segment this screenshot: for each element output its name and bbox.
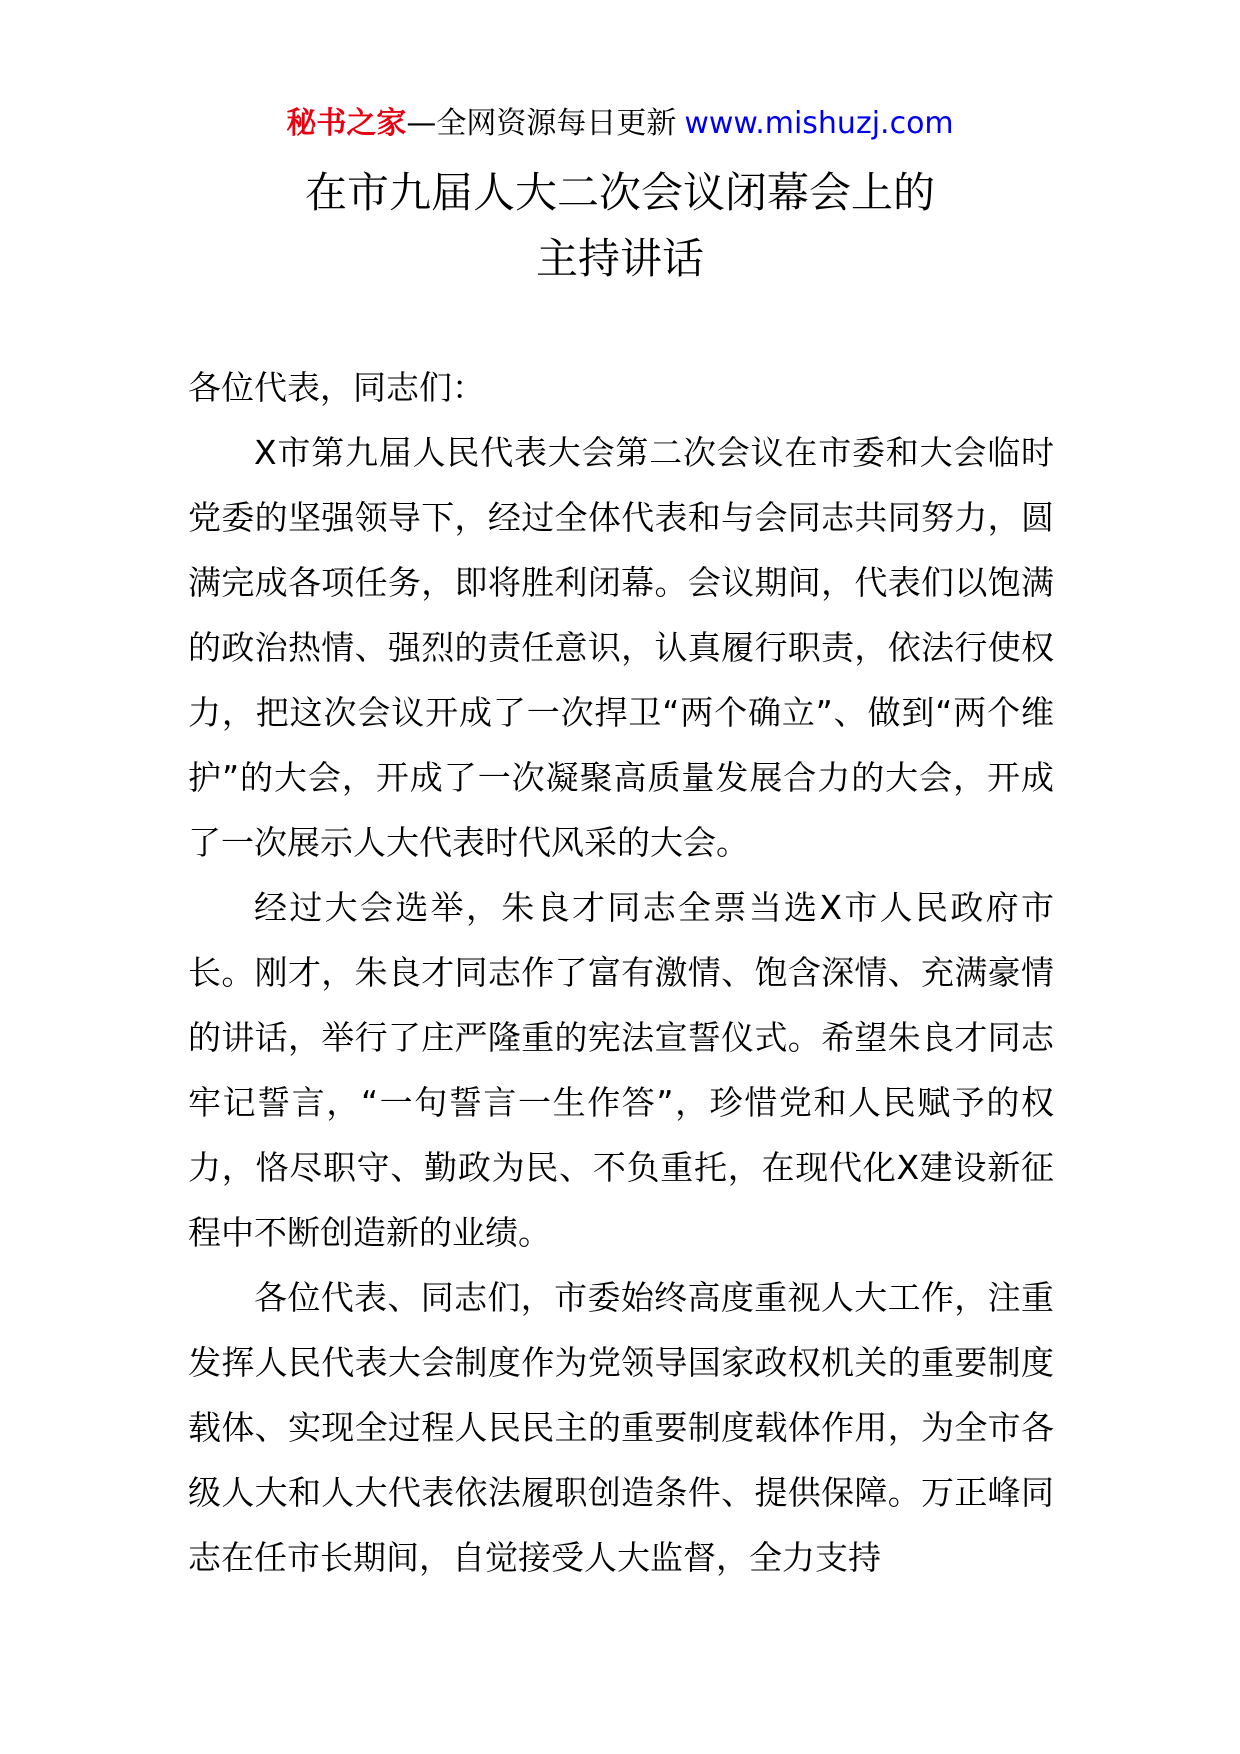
title-line-2: 主持讲话 — [535, 234, 704, 283]
title-line-1: 在市九届人大二次会议闭幕会上的 — [304, 168, 935, 217]
header-slogan: —全网资源每日更新 — [406, 106, 677, 141]
document-title — [0, 160, 1240, 292]
paragraph-2: 经过大会选举，朱良才同志全票当选X市人民政府市长。刚才，朱良才同志作了富有激情、饱含深情、充满豪情的讲话，举行了庄严隆重的宪法宣誓仪式。希望朱良才同志牢记誓言，“一句誓言一生作答”，珍惜党和人民赋予的权力，恪尽职守、勤政为民、不负重托，在现代化X建设新征程中不断创造新的业绩。 — [188, 888, 1054, 1252]
header-brand: 秘书之家 — [286, 106, 407, 141]
site-header — [0, 102, 1240, 146]
header-url-link[interactable]: www.mishuzj.com — [684, 106, 954, 141]
document-body — [188, 355, 1054, 1590]
paragraph-1: X市第九届人民代表大会第二次会议在市委和大会临时党委的坚强领导下，经过全体代表和与会同志共同努力，圆满完成各项任务，即将胜利闭幕。会议期间，代表们以饱满的政治热情、强烈的责任意识，认真履行职责，依法行使权力，把这次会议开成了一次捍卫“两个确立”、做到“两个维护”的大会，开成了一次凝聚高质量发展合力的大会，开成了一次展示人大代表时代风采的大会。 — [188, 433, 1054, 862]
salutation: 各位代表，同志们： — [188, 368, 485, 407]
paragraph-3: 各位代表、同志们，市委始终高度重视人大工作，注重发挥人民代表大会制度作为党领导国家政权机关的重要制度载体、实现全过程人民民主的重要制度载体作用，为全市各级人大和人大代表依法履职创造条件、提供保障。万正峰同志在任市长期间，自觉接受人大监督，全力支持 — [188, 1278, 1054, 1577]
